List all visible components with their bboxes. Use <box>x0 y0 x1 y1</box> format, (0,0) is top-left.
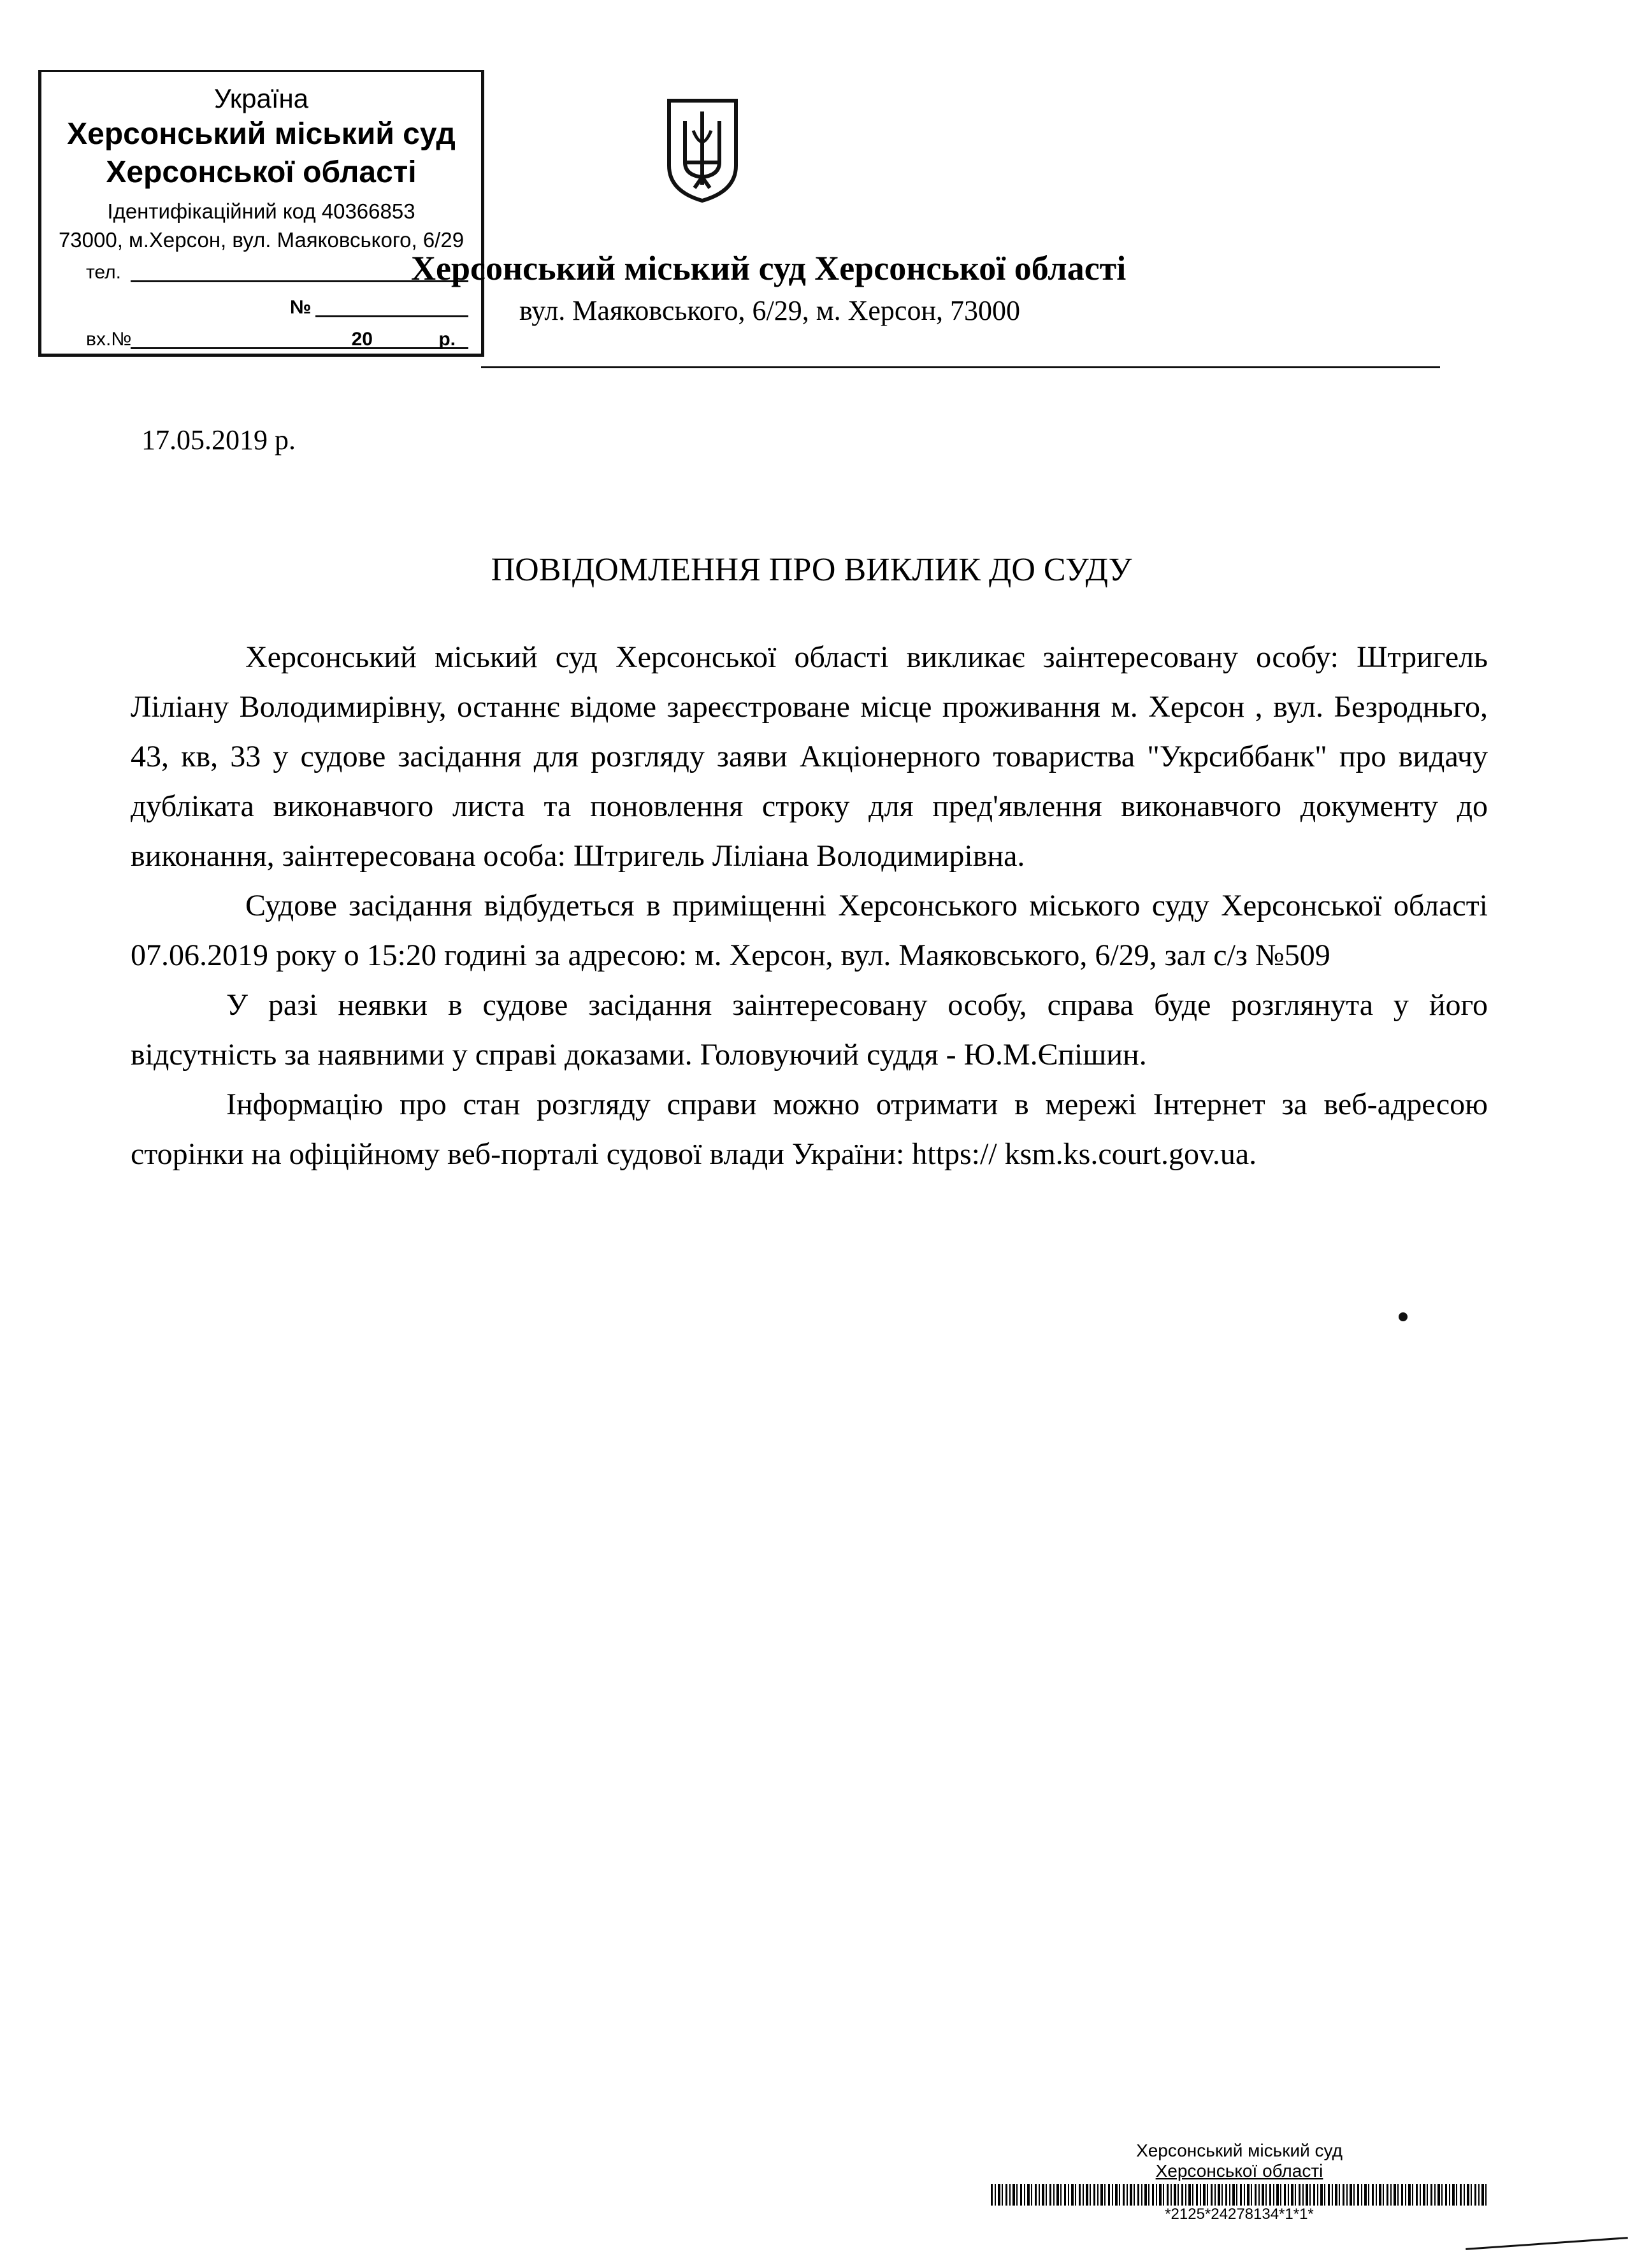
barcode-court-name: Херсонський міський суд <box>1136 2141 1343 2160</box>
court-address: вул. Маяковського, 6/29, м. Херсон, 73000 <box>519 295 1020 326</box>
barcode-code: *2125*24278134*1*1* <box>1165 2206 1314 2223</box>
stamp-incoming-row <box>61 330 468 353</box>
court-name-heading: Херсонський міський суд Херсонської області <box>411 249 1127 287</box>
stamp-country: Україна <box>213 83 309 113</box>
paragraph-hearing: Судове засідання відбудеться в приміщенні Херсонського міського суду Херсонської області 07.06.2019 року о 15:20 годині за адресою: м. Херсон, вул. Маяковського, 6/29, зал с/з №509 <box>131 889 1488 972</box>
registration-stamp <box>38 70 484 357</box>
paragraph-info: Інформацію про стан розгляду справи можно отримати в мережі Інтернет за веб-адресою сторінки на офіційному веб-порталі судової влади України: https:// ksm.ks.court.gov.ua. <box>131 1087 1488 1171</box>
stamp-region: Херсонської області <box>106 155 417 189</box>
corner-mark <box>1466 2237 1628 2250</box>
barcode-bars <box>991 2184 1488 2206</box>
stamp-number-label: № <box>290 297 312 318</box>
stamp-id-code: Ідентифікаційний код 40366853 <box>107 199 415 223</box>
stamp-year-suffix: р. <box>438 329 456 350</box>
paragraph-summons: Херсонський міський суд Херсонської області викликає заінтересовану особу: Штригель Ліліану Володимирівну, останнє відоме зареєстроване місце проживання м. Херсон , вул. Безродньго, 43, кв, 33 у судове засідання для розгляду заяви Акціонерного товариства "Укрсиббанк" про видачу дубліката виконавчого листа та поновлення строку для пред'явлення виконавчого документу до виконання, заінтересована особа: Штригель Ліліана Володимирівна. <box>131 640 1488 873</box>
stamp-year: 20 <box>351 329 373 350</box>
stamp-court-name: Херсонський міський суд <box>67 117 456 151</box>
stamp-number-row <box>61 298 468 321</box>
barcode-label <box>991 2141 1488 2223</box>
scan-speck <box>1399 1312 1408 1321</box>
stamp-phone-row <box>61 263 468 286</box>
paragraph-absence: У разі неявки в судове засідання заінтересовану особу, справа буде розглянута у його відсутність за наявними у справі доказами. Головуючий суддя - Ю.М.Єпішин. <box>131 988 1488 1072</box>
stamp-incoming-label: вх.№ <box>86 329 132 350</box>
document-title: ПОВІДОМЛЕННЯ ПРО ВИКЛИК ДО СУДУ <box>491 552 1132 588</box>
document-body <box>131 633 1488 1179</box>
stamp-address: 73000, м.Херсон, вул. Маяковського, 6/29 <box>58 228 465 252</box>
barcode-region: Херсонської області <box>1155 2161 1323 2181</box>
header-divider <box>481 366 1440 368</box>
trident-emblem-icon <box>663 96 742 204</box>
document-date: 17.05.2019 р. <box>141 424 296 456</box>
stamp-phone-label: тел. <box>86 262 121 283</box>
